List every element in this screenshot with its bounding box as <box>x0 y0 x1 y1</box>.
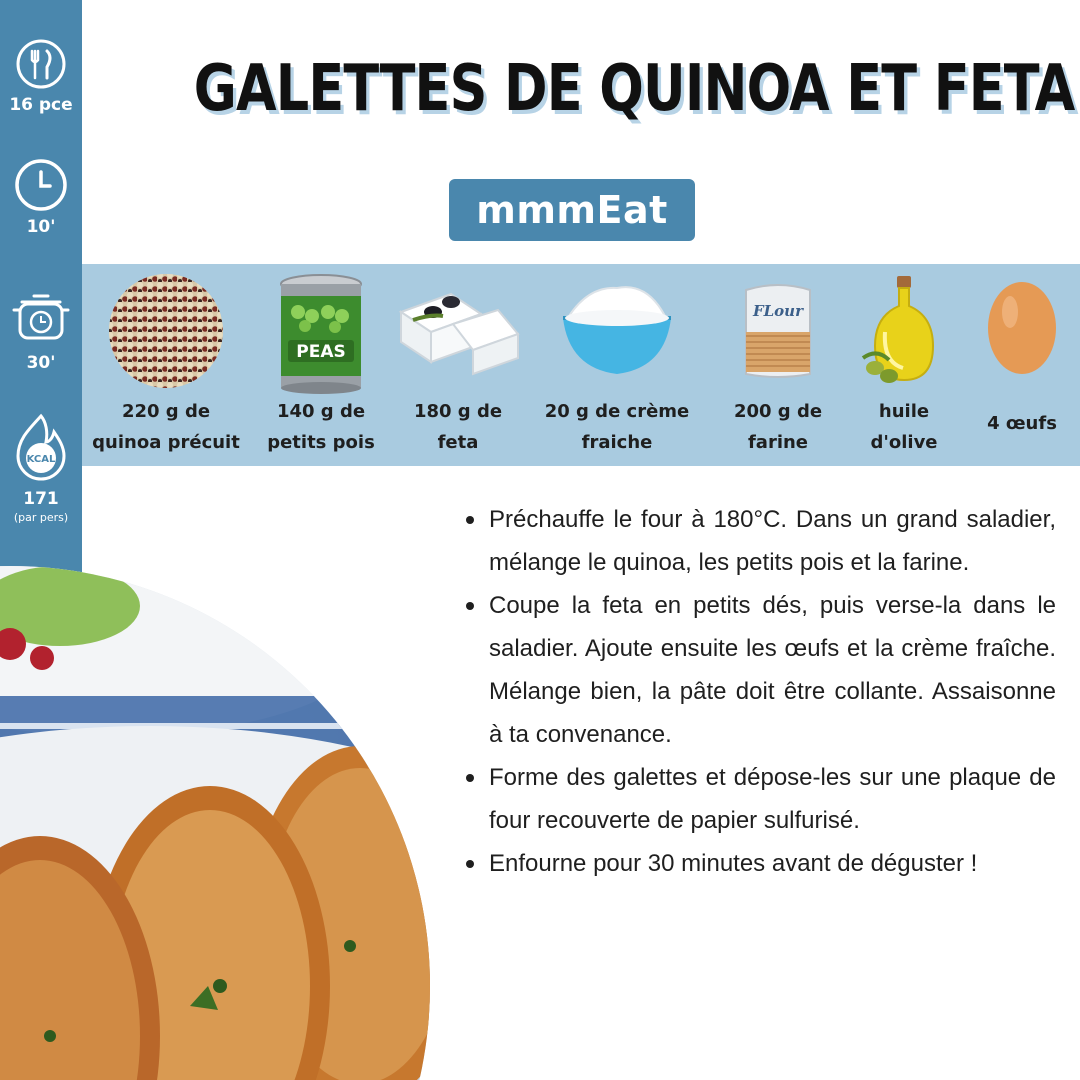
quinoa-icon <box>107 272 225 390</box>
ingredient-feta <box>392 264 524 466</box>
galettes-illustration <box>0 566 430 1080</box>
ingredient-name-2: d'olive <box>870 432 938 453</box>
ingredient-name: quinoa précuit <box>92 432 240 453</box>
ingredient-quantity: 140 g de <box>276 401 366 422</box>
recipe-steps <box>462 498 1056 885</box>
peas-can-label: PEAS <box>296 342 346 362</box>
ingredient-quantity: 220 g de <box>121 401 211 422</box>
ingredient-flour <box>716 264 840 466</box>
portions-info <box>0 38 82 115</box>
galettes-photo <box>0 566 430 1080</box>
step-item: Enfourne pour 30 minutes avant de déguster ! <box>462 842 1056 885</box>
brand-badge: mmmEat <box>449 179 695 241</box>
calories-info <box>0 412 82 524</box>
ingredient-olive-oil <box>844 264 964 466</box>
cream-bowl-icon <box>559 272 675 382</box>
flour-bag-icon <box>740 272 816 382</box>
kcal-badge-text: KCAL <box>26 454 56 465</box>
egg-icon <box>984 272 1060 380</box>
prep-time-value: 10' <box>26 217 56 237</box>
ingredient-name: petits pois <box>267 432 375 453</box>
ingredient-name: huile <box>878 401 930 422</box>
portions-value: 16 pce <box>9 95 73 115</box>
recipe-info-sidebar <box>0 0 82 610</box>
ingredients-band <box>82 264 1080 466</box>
kcal-flame-icon <box>10 412 72 484</box>
cook-time-value: 30' <box>26 353 56 373</box>
clock-icon <box>14 158 68 212</box>
step-item: Préchauffe le four à 180°C. Dans un grand saladier, mélange le quinoa, les petits pois et la farine. <box>462 498 1056 584</box>
ingredient-peas <box>250 264 392 466</box>
ingredient-cream <box>528 264 706 466</box>
peas-can-icon <box>276 272 366 396</box>
recipe-title: GALETTES DE QUINOA ET FETA <box>193 52 1075 126</box>
ingredient-quantity: 180 g de <box>413 401 503 422</box>
prep-time-info <box>0 158 82 237</box>
ingredient-quinoa <box>90 264 242 466</box>
ingredient-name: farine <box>747 432 809 453</box>
ingredient-quantity: 200 g de <box>733 401 823 422</box>
cook-time-info <box>0 282 82 373</box>
olive-oil-icon <box>859 272 949 388</box>
flour-bag-label: FLour <box>752 302 804 320</box>
ingredient-quantity: 20 g de crème <box>544 401 690 422</box>
calories-value: 171 <box>23 489 59 509</box>
feta-icon <box>393 272 523 382</box>
step-item: Forme des galettes et dépose-les sur une plaque de four recouverte de papier sulfurisé. <box>462 756 1056 842</box>
ingredient-eggs <box>964 264 1080 466</box>
fork-knife-icon <box>15 38 67 90</box>
step-item: Coupe la feta en petits dés, puis verse-la dans le saladier. Ajoute ensuite les œufs et la crème fraîche. Mélange bien, la pâte doit être collante. Assaisonne à ta convenance. <box>462 584 1056 756</box>
ingredient-name: fraiche <box>581 432 653 453</box>
calories-unit: (par pers) <box>13 511 69 524</box>
cooking-pot-icon <box>8 282 74 348</box>
ingredient-quantity: 4 œufs <box>987 413 1057 434</box>
ingredient-name: feta <box>437 432 479 453</box>
